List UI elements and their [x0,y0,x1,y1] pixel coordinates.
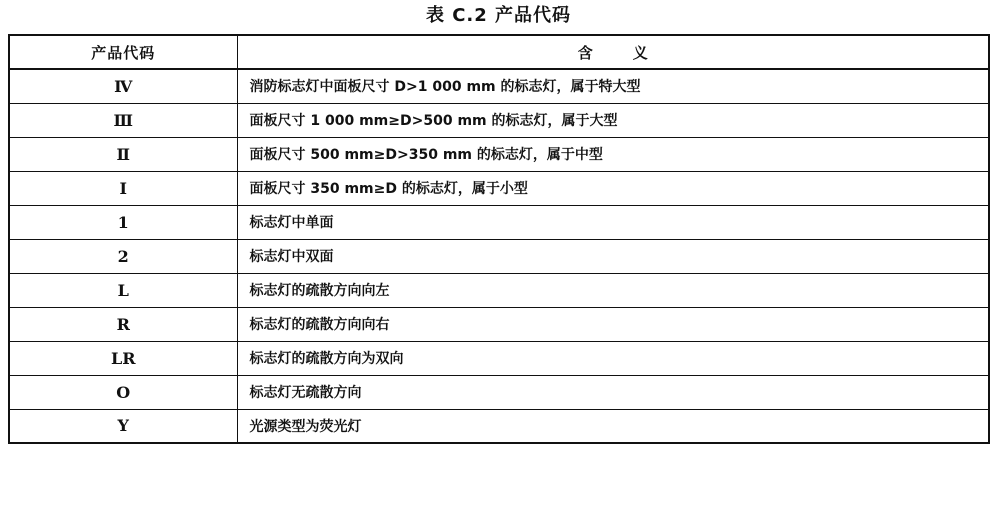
column-header-meaning: 含义 [237,35,989,69]
product-code-cell: L [9,273,237,307]
table-caption: 表 C.2 产品代码 [425,5,572,26]
product-code-cell: Ⅳ [9,69,237,103]
product-code-cell: Ⅲ [9,103,237,137]
column-header-code: 产品代码 [9,35,237,69]
product-code-cell: 2 [9,239,237,273]
table-row [9,69,989,103]
meaning-cell: 标志灯中双面 [237,239,989,273]
table-row [9,205,989,239]
table-row [9,239,989,273]
table-header-row [9,35,989,69]
product-code-cell: 1 [9,205,237,239]
product-code-cell: LR [9,341,237,375]
product-code-cell: Ⅰ [9,171,237,205]
table-row [9,137,989,171]
product-code-table [8,34,990,444]
meaning-cell: 标志灯的疏散方向向右 [237,307,989,341]
meaning-cell: 面板尺寸 1 000 mm≥D>500 mm 的标志灯，属于大型 [237,103,989,137]
meaning-cell: 标志灯的疏散方向向左 [237,273,989,307]
table-row [9,171,989,205]
table-row [9,409,989,443]
meaning-cell: 标志灯的疏散方向为双向 [237,341,989,375]
product-code-cell: R [9,307,237,341]
meaning-cell: 面板尺寸 350 mm≥D 的标志灯，属于小型 [237,171,989,205]
meaning-cell: 消防标志灯中面板尺寸 D>1 000 mm 的标志灯，属于特大型 [237,69,989,103]
meaning-cell: 光源类型为荧光灯 [237,409,989,443]
product-code-cell: Y [9,409,237,443]
meaning-cell: 标志灯中单面 [237,205,989,239]
product-code-cell: Ⅱ [9,137,237,171]
table-row [9,103,989,137]
product-code-cell: O [9,375,237,409]
table-row [9,341,989,375]
meaning-cell: 面板尺寸 500 mm≥D>350 mm 的标志灯，属于中型 [237,137,989,171]
table-row [9,307,989,341]
table-row [9,375,989,409]
meaning-cell: 标志灯无疏散方向 [237,375,989,409]
table-row [9,273,989,307]
